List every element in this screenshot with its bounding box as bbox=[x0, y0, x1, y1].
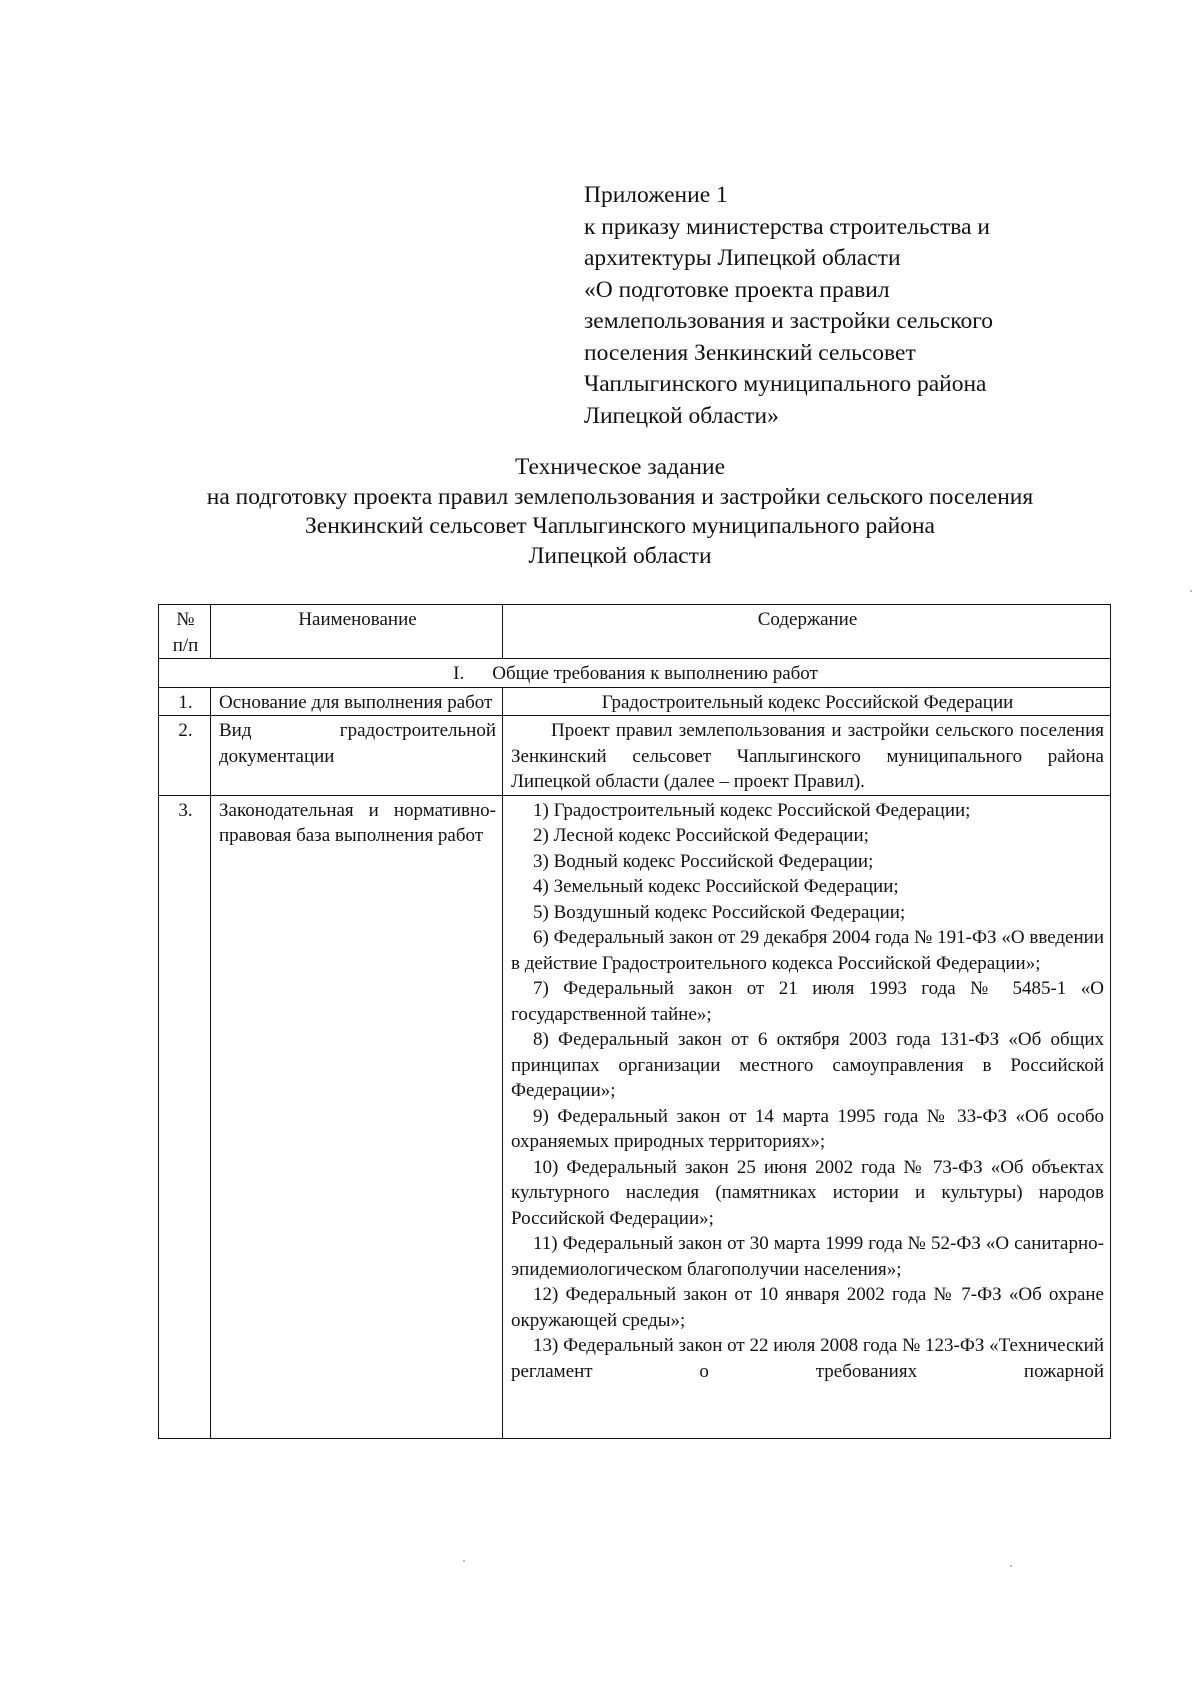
list-item: 11) Федеральный закон от 30 марта 1999 года № 52-ФЗ «О санитарно-эпидемиологическом благополучии населения»; bbox=[511, 1233, 1104, 1280]
terms-table bbox=[158, 604, 1111, 1439]
row-number: 1. bbox=[159, 687, 211, 716]
scan-speck bbox=[1190, 590, 1192, 592]
section-number: I. bbox=[453, 663, 465, 684]
list-item: 9) Федеральный закон от 14 марта 1995 года № 33-ФЗ «Об особо охраняемых природных территориях»; bbox=[511, 1105, 1104, 1152]
table-row bbox=[159, 687, 1111, 716]
section-row bbox=[159, 659, 1111, 688]
row-number: 3. bbox=[159, 795, 211, 1438]
row-name: Основание для выполнения работ bbox=[211, 687, 503, 716]
list-item: 1) Градостроительный кодекс Российской Федерации; bbox=[533, 799, 971, 821]
row-content bbox=[503, 795, 1111, 1438]
table-row bbox=[159, 716, 1111, 796]
row-content: Проект правил землепользования и застройки сельского поселения Зенкинский сельсовет Чаплыгинского муниципального района Липецкой области (далее – проект Правил). bbox=[503, 716, 1111, 796]
annex-line: архитектуры Липецкой области bbox=[584, 245, 901, 271]
table-header-row bbox=[159, 605, 1111, 659]
annex-line: «О подготовке проекта правил bbox=[584, 276, 890, 303]
title-line: Липецкой области bbox=[528, 542, 712, 569]
header-num: № п/п bbox=[159, 605, 211, 659]
title-line: Зенкинский сельсовет Чаплыгинского муниципального района bbox=[305, 513, 935, 539]
scan-speck bbox=[1010, 1565, 1012, 1567]
list-item: 3) Водный кодекс Российской Федерации; bbox=[533, 850, 874, 872]
row-name: Вид градостроительной документации bbox=[211, 716, 503, 796]
annex-block bbox=[584, 180, 1104, 432]
list-item: 8) Федеральный закон от 6 октября 2003 года 131-ФЗ «Об общих принципах организации местного самоуправления в Российской Федерации»; bbox=[511, 1029, 1104, 1101]
list-item: 12) Федеральный закон от 10 января 2002 года № 7-ФЗ «Об охране окружающей среды»; bbox=[511, 1284, 1104, 1331]
document-title bbox=[140, 453, 1100, 571]
row-name: Законодательная и нормативно-правовая база выполнения работ bbox=[211, 795, 503, 1438]
row-content: Градостроительный кодекс Российской Федерации bbox=[503, 687, 1111, 716]
list-item: 13) Федеральный закон от 22 июля 2008 года № 123-ФЗ «Технический регламент о требованиях пожарной bbox=[511, 1335, 1104, 1382]
annex-line: Чаплыгинского муниципального района bbox=[584, 371, 987, 397]
annex-line: Липецкой области» bbox=[584, 402, 779, 429]
list-item: 10) Федеральный закон 25 июня 2002 года № 73-ФЗ «Об объектах культурного наследия (памятниках истории и культуры) народов Российской Федерации»; bbox=[511, 1156, 1104, 1229]
list-item: 4) Земельный кодекс Российской Федерации; bbox=[533, 876, 899, 897]
title-line: на подготовку проекта правил землепользования и застройки сельского поселения bbox=[206, 483, 1034, 510]
annex-line: землепользования и застройки сельского bbox=[584, 308, 994, 334]
table-row bbox=[159, 795, 1111, 1438]
scan-speck bbox=[463, 1560, 465, 1562]
laws-list bbox=[511, 798, 1104, 1385]
header-content: Содержание bbox=[503, 605, 1111, 659]
list-item: 7) Федеральный закон от 21 июля 1993 года № 5485-1 «О государственной тайне»; bbox=[511, 978, 1104, 1025]
list-item: 6) Федеральный закон от 29 декабря 2004 года № 191-ФЗ «О введении в действие Градостроительного кодекса Российской Федерации»; bbox=[511, 927, 1104, 974]
section-heading bbox=[159, 659, 1111, 688]
annex-line: Приложение 1 bbox=[584, 182, 728, 208]
row-number: 2. bbox=[159, 716, 211, 796]
list-item: 2) Лесной кодекс Российской Федерации; bbox=[533, 825, 869, 846]
annex-line: к приказу министерства строительства и bbox=[584, 213, 990, 240]
title-line: Техническое задание bbox=[515, 454, 725, 480]
annex-line: поселения Зенкинский сельсовет bbox=[584, 339, 916, 366]
section-title: Общие требования к выполнению работ bbox=[492, 663, 818, 684]
header-name: Наименование bbox=[211, 605, 503, 659]
list-item: 5) Воздушный кодекс Российской Федерации; bbox=[533, 901, 906, 923]
